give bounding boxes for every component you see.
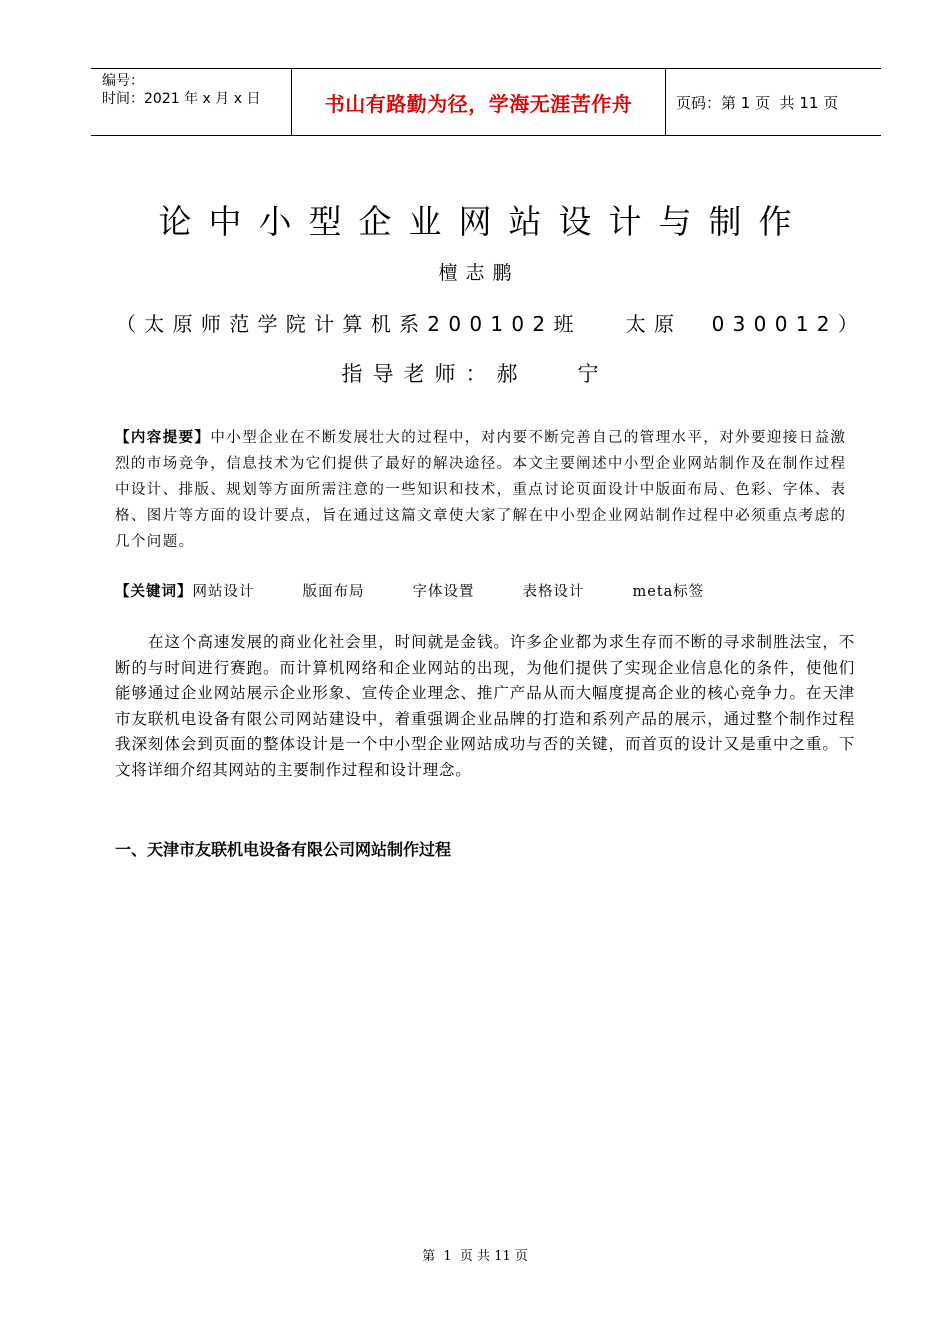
paper-affiliation: （太原师范学院计算机系200102班 太原 030012） — [116, 312, 867, 336]
paper-advisor: 指导老师：郝 宁 — [341, 362, 609, 386]
paper-title: 论中小型企业网站设计与制作 — [158, 202, 809, 241]
abstract-label: 【内容提要】 — [115, 430, 211, 446]
intro-paragraph: 在这个高速发展的商业化社会里，时间就是金钱。许多企业都为求生存而不断的寻求制胜法宝，不断的与时间进行赛跑。而计算机网络和企业网站的出现，为他们提供了实现企业信息化的条件，使他们能够通过企业网站展示企业形象、宣传企业理念、推广产品从而大幅度提高企业的核心竞争力。在天津市友联机电设备有限公司网站建设中，着重强调企业品牌的打造和系列产品的展示，通过整个制作过程我深刻体会到页面的整体设计是一个中小型企业网站成功与否的关键，而首页的设计又是重中之重。下文将详细介绍其网站的主要制作过程和设计理念。 — [115, 633, 855, 779]
page-header — [91, 68, 881, 136]
abstract — [115, 425, 850, 555]
serial-number-label: 编号： — [102, 73, 144, 89]
time-label: 时间：2021 年 x 月 x 日 — [102, 91, 261, 107]
keyword-item: 网站设计 — [192, 584, 255, 600]
keywords-label: 【关键词】 — [115, 584, 193, 600]
header-motto: 书山有路勤为径，学海无涯苦作舟 — [292, 69, 666, 135]
section-heading: 一、天津市友联机电设备有限公司网站制作过程 — [115, 840, 452, 859]
keyword-item: 版面布局 — [302, 584, 365, 600]
abstract-text: 中小型企业在不断发展壮大的过程中，对内要不断完善自己的管理水平，对外要迎接日益激烈的市场竞争，信息技术为它们提供了最好的解决途径。本文主要阐述中小型企业网站制作及在制作过程中设计、排版、规划等方面所需注意的一些知识和技术，重点讨论页面设计中版面布局、色彩、字体、表格、图片等方面的设计要点，旨在通过这篇文章使大家了解在中小型企业网站制作过程中必须重点考虑的几个问题。 — [115, 430, 847, 550]
page-footer: 第 1 页 共 11 页 — [422, 1249, 528, 1264]
keywords — [115, 580, 850, 604]
header-page-info: 页码：第 1 页 共 11 页 — [676, 93, 839, 112]
paper-author: 檀志鹏 — [438, 262, 520, 284]
keyword-item: meta标签 — [632, 584, 705, 600]
keyword-item: 字体设置 — [412, 584, 475, 600]
keyword-item: 表格设计 — [522, 584, 585, 600]
header-page-info-cell — [666, 69, 881, 135]
header-meta-cell — [91, 69, 292, 135]
